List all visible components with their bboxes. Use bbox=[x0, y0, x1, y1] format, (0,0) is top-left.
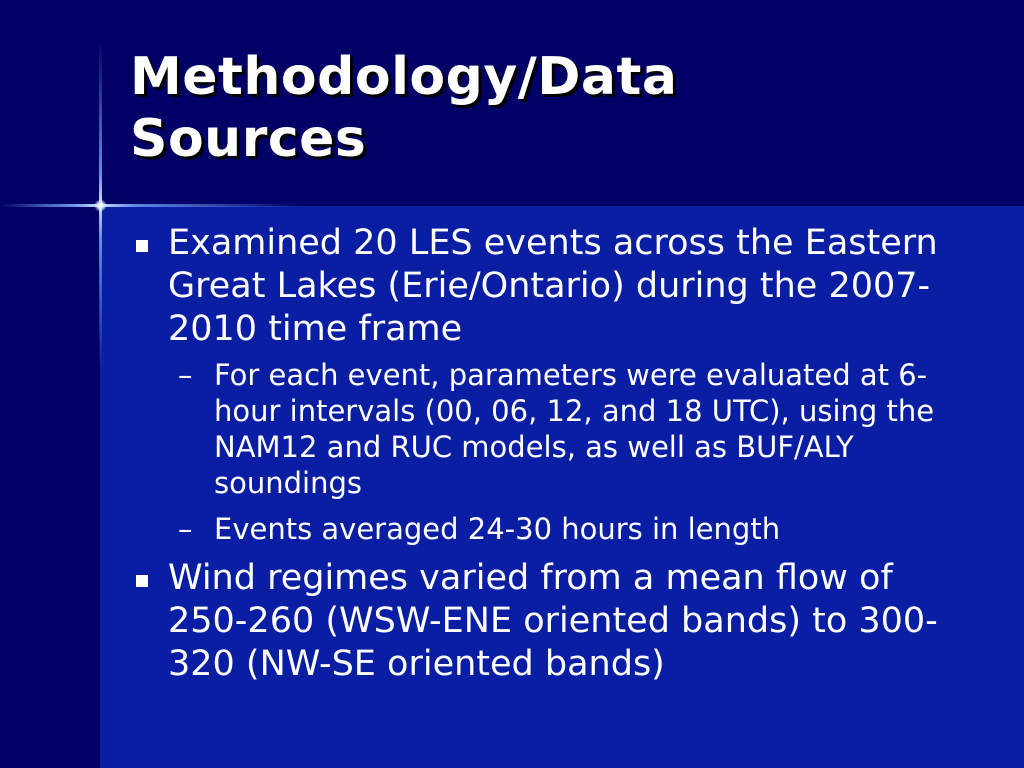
bullet-item bbox=[130, 222, 970, 547]
sub-bullet-text: For each event, parameters were evaluated at 6-hour intervals (00, 06, 12, and 18 UTC), using the NAM12 and RUC models, as well as BUF/ALY soundings bbox=[214, 358, 935, 500]
left-band bbox=[0, 0, 100, 768]
sub-bullet-text: Events averaged 24-30 hours in length bbox=[214, 512, 781, 546]
slide-title bbox=[130, 46, 990, 170]
sub-bullet-list bbox=[168, 357, 970, 547]
title-line-1: Methodology/Data bbox=[130, 47, 678, 107]
dash-bullet-icon: – bbox=[178, 358, 193, 392]
bullet-list bbox=[130, 222, 970, 692]
bullet-text: Examined 20 LES events across the Eastern Great Lakes (Erie/Ontario) during the 2007-2010 time frame bbox=[168, 223, 938, 349]
square-bullet-icon bbox=[136, 240, 148, 252]
bullet-text: Wind regimes varied from a mean flow of 250-260 (WSW-ENE oriented bands) to 300-320 (NW-SE oriented bands) bbox=[168, 558, 938, 684]
horizontal-accent-line bbox=[0, 204, 300, 207]
sparkle-icon bbox=[94, 199, 107, 212]
dash-bullet-icon: – bbox=[178, 512, 193, 546]
sub-bullet-item bbox=[168, 357, 970, 501]
bullet-item bbox=[130, 557, 970, 686]
square-bullet-icon bbox=[136, 575, 148, 587]
sub-bullet-item bbox=[168, 511, 970, 547]
title-line-2: Sources bbox=[130, 109, 367, 169]
